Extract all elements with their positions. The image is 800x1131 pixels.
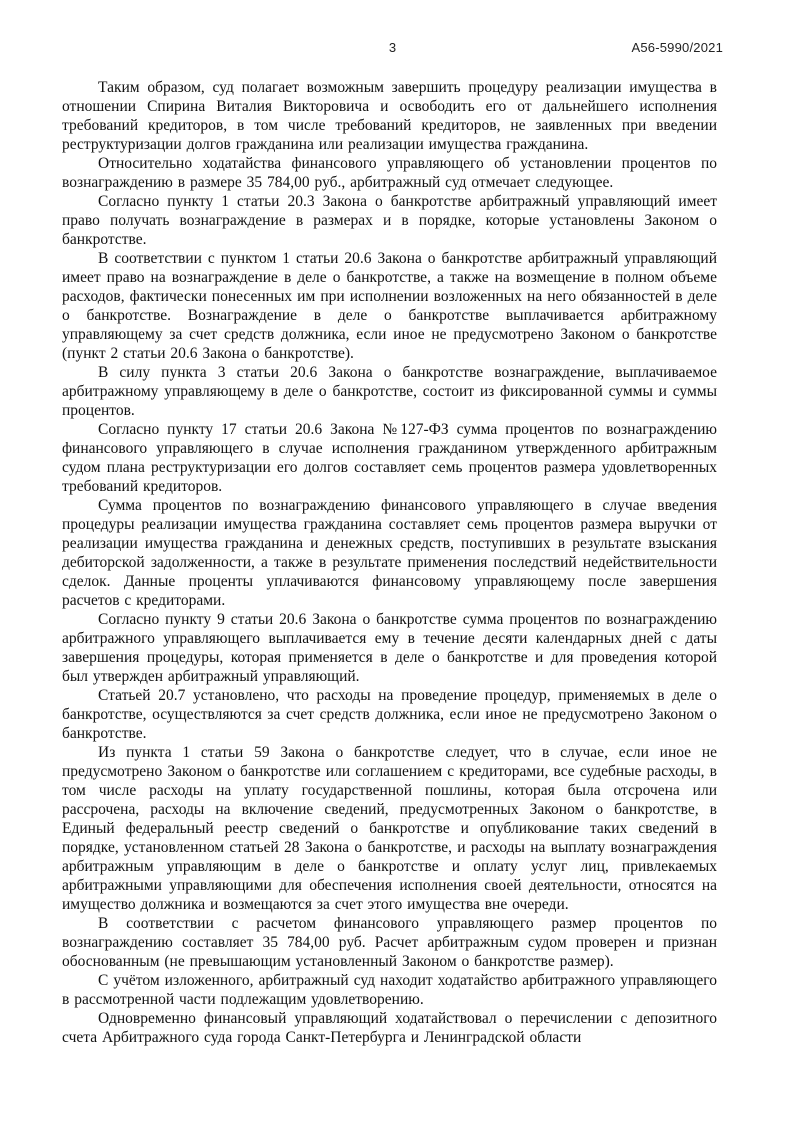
document-body	[62, 78, 717, 1047]
paragraph: Относительно ходатайства финансового управляющего об установлении процентов по вознаграждению в размере 35 784,00 руб., арбитражный суд отмечает следующее.	[62, 155, 717, 191]
paragraph: Одновременно финансовый управляющий ходатайствовал о перечислении с депозитного счета Арбитражного суда города Санкт-Петербурга и Ленинградской области	[62, 1010, 717, 1046]
paragraph: Сумма процентов по вознаграждению финансового управляющего в случае введения процедуры реализации имущества гражданина составляет семь процентов размера выручки от реализации имущества гражданина и денежных средств, поступивших в результате взыскания дебиторской задолженности, а также в результате применения последствий недействительности сделок. Данные проценты уплачиваются финансовому управляющему после завершения расчетов с кредиторами.	[62, 497, 717, 609]
paragraph: В соответствии с расчетом финансового управляющего размер процентов по вознаграждению составляет 35 784,00 руб. Расчет арбитражным судом проверен и признан обоснованным (не превышающим установленный Законом о банкротстве размер).	[62, 915, 717, 970]
paragraph: Статьей 20.7 установлено, что расходы на проведение процедур, применяемых в деле о банкротстве, осуществляются за счет средств должника, если иное не предусмотрено Законом о банкротстве.	[62, 687, 717, 742]
paragraph: В соответствии с пунктом 1 статьи 20.6 Закона о банкротстве арбитражный управляющий имеет право на вознаграждение в деле о банкротстве, а также на возмещение в полном объеме расходов, фактически понесенных им при исполнении возложенных на него обязанностей в деле о банкротстве. Вознаграждение в деле о банкротстве выплачивается арбитражному управляющему за счет средств должника, если иное не предусмотрено Законом о банкротстве (пункт 2 статьи 20.6 Закона о банкротстве).	[62, 250, 717, 362]
page-header	[62, 40, 723, 58]
paragraph: Согласно пункту 17 статьи 20.6 Закона №127-ФЗ сумма процентов по вознаграждению финансового управляющего в случае исполнения гражданином утвержденного арбитражным судом плана реструктуризации его долгов составляет семь процентов размера удовлетворенных требований кредиторов.	[62, 421, 717, 495]
paragraph: В силу пункта 3 статьи 20.6 Закона о банкротстве вознаграждение, выплачиваемое арбитражному управляющему в деле о банкротстве, состоит из фиксированной суммы и суммы процентов.	[62, 364, 717, 419]
case-number: А56-5990/2021	[631, 40, 723, 55]
paragraph: Таким образом, суд полагает возможным завершить процедуру реализации имущества в отношении Спирина Виталия Викторовича и освободить его от дальнейшего исполнения требований кредиторов, в том числе требований кредиторов, не заявленных при введении реструктуризации долгов гражданина или реализации имущества гражданина.	[62, 79, 717, 153]
page-number: 3	[388, 40, 397, 55]
paragraph: Из пункта 1 статьи 59 Закона о банкротстве следует, что в случае, если иное не предусмотрено Законом о банкротстве или соглашением с кредиторами, все судебные расходы, в том числе расходы на уплату государственной пошлины, которая была отсрочена или рассрочена, расходы на включение сведений, предусмотренных Законом о банкротстве, в Единый федеральный реестр сведений о банкротстве и опубликование таких сведений в порядке, установленном статьей 28 Закона о банкротстве, и расходы на выплату вознаграждения арбитражным управляющим в деле о банкротстве и оплату услуг лиц, привлекаемых арбитражными управляющими для обеспечения исполнения своей деятельности, относятся на имущество должника и возмещаются за счет этого имущества вне очереди.	[62, 744, 717, 913]
paragraph: С учётом изложенного, арбитражный суд находит ходатайство арбитражного управляющего в рассмотренной части подлежащим удовлетворению.	[62, 972, 717, 1008]
paragraph: Согласно пункту 1 статьи 20.3 Закона о банкротстве арбитражный управляющий имеет право получать вознаграждение в размерах и в порядке, которые установлены Законом о банкротстве.	[62, 193, 717, 248]
paragraph: Согласно пункту 9 статьи 20.6 Закона о банкротстве сумма процентов по вознаграждению арбитражного управляющего выплачивается ему в течение десяти календарных дней с даты завершения процедуры, которая применяется в деле о банкротстве и для проведения которой был утвержден арбитражный управляющий.	[62, 611, 717, 685]
